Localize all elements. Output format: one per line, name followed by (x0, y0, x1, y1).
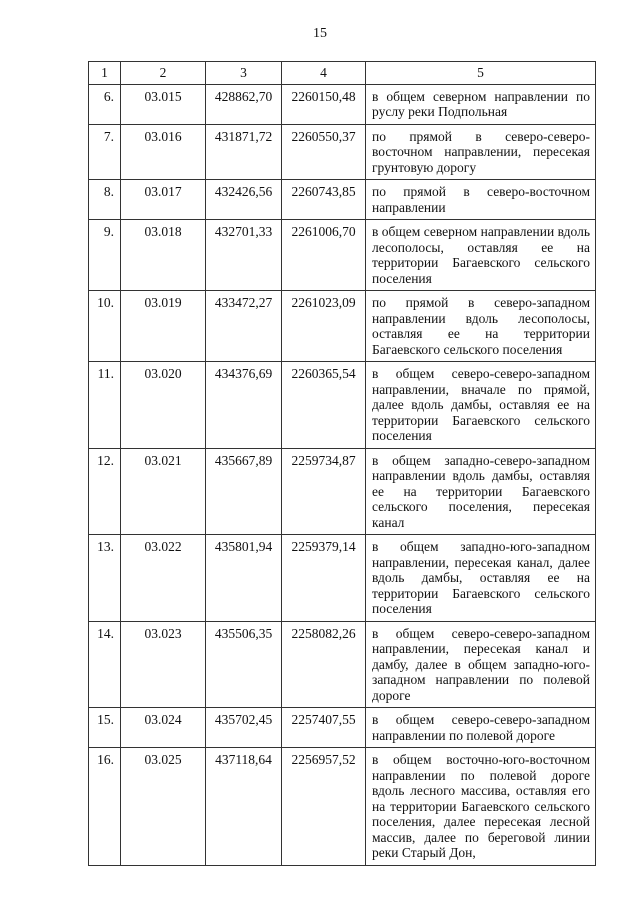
boundary-description: в общем западно-северо-западном направлении вдоль дамбы, оставляя ее на территории Багаевского сельского поселения, пересекая канал (366, 448, 596, 535)
coordinate-y: 2259734,87 (282, 448, 366, 535)
boundary-table (88, 61, 596, 866)
boundary-description: по прямой в северо-восточном направлении (366, 180, 596, 220)
point-code: 03.025 (121, 748, 206, 866)
coordinate-y: 2256957,52 (282, 748, 366, 866)
table-header-row (89, 62, 596, 85)
table-row (89, 220, 596, 291)
column-header: 5 (366, 62, 596, 85)
boundary-description: в общем северо-северо-западном направлении, вначале по прямой, далее вдоль дамбы, оставляя ее на территории Багаевского сельского поселения (366, 362, 596, 449)
coordinate-y: 2257407,55 (282, 708, 366, 748)
point-code: 03.016 (121, 124, 206, 180)
coordinate-x: 433472,27 (206, 291, 282, 362)
row-number: 14. (89, 621, 121, 708)
coordinate-x: 431871,72 (206, 124, 282, 180)
coordinate-y: 2261006,70 (282, 220, 366, 291)
row-number: 12. (89, 448, 121, 535)
coordinate-y: 2260150,48 (282, 84, 366, 124)
boundary-description: в общем северном направлении по руслу реки Подпольная (366, 84, 596, 124)
table-row (89, 448, 596, 535)
coordinate-x: 428862,70 (206, 84, 282, 124)
coordinate-x: 432701,33 (206, 220, 282, 291)
row-number: 10. (89, 291, 121, 362)
coordinate-x: 434376,69 (206, 362, 282, 449)
coordinate-y: 2261023,09 (282, 291, 366, 362)
table-row (89, 621, 596, 708)
table-row (89, 180, 596, 220)
row-number: 13. (89, 535, 121, 622)
point-code: 03.023 (121, 621, 206, 708)
table-row (89, 362, 596, 449)
point-code: 03.019 (121, 291, 206, 362)
coordinate-x: 435506,35 (206, 621, 282, 708)
coordinate-x: 437118,64 (206, 748, 282, 866)
coordinate-x: 432426,56 (206, 180, 282, 220)
coordinate-x: 435801,94 (206, 535, 282, 622)
table-row (89, 708, 596, 748)
coordinate-x: 435702,45 (206, 708, 282, 748)
row-number: 15. (89, 708, 121, 748)
table-row (89, 124, 596, 180)
boundary-description: по прямой в северо-северо-восточном направлении, пересекая грунтовую дорогу (366, 124, 596, 180)
table-row (89, 84, 596, 124)
coordinate-y: 2259379,14 (282, 535, 366, 622)
table-row (89, 535, 596, 622)
row-number: 11. (89, 362, 121, 449)
row-number: 6. (89, 84, 121, 124)
point-code: 03.020 (121, 362, 206, 449)
point-code: 03.017 (121, 180, 206, 220)
point-code: 03.021 (121, 448, 206, 535)
coordinate-x: 435667,89 (206, 448, 282, 535)
page-number: 15 (313, 26, 327, 41)
coordinate-y: 2260743,85 (282, 180, 366, 220)
column-header: 2 (121, 62, 206, 85)
coordinate-y: 2258082,26 (282, 621, 366, 708)
boundary-description: в общем северном направлении вдоль лесополосы, оставляя ее на территории Багаевского сельского поселения (366, 220, 596, 291)
row-number: 16. (89, 748, 121, 866)
table-row (89, 291, 596, 362)
column-header: 3 (206, 62, 282, 85)
boundary-description: в общем северо-северо-западном направлении, пересекая канал и дамбу, далее в общем западно-юго-западном направлении по полевой дороге (366, 621, 596, 708)
point-code: 03.022 (121, 535, 206, 622)
coordinate-y: 2260365,54 (282, 362, 366, 449)
point-code: 03.018 (121, 220, 206, 291)
row-number: 7. (89, 124, 121, 180)
row-number: 9. (89, 220, 121, 291)
point-code: 03.024 (121, 708, 206, 748)
column-header: 1 (89, 62, 121, 85)
coordinate-y: 2260550,37 (282, 124, 366, 180)
row-number: 8. (89, 180, 121, 220)
boundary-description: по прямой в северо-западном направлении вдоль лесополосы, оставляя ее на территории Багаевского сельского поселения (366, 291, 596, 362)
boundary-description: в общем западно-юго-западном направлении, пересекая канал, далее вдоль дамбы, оставляя ее на территории Багаевского сельского поселения (366, 535, 596, 622)
column-header: 4 (282, 62, 366, 85)
point-code: 03.015 (121, 84, 206, 124)
table-row (89, 748, 596, 866)
boundary-description: в общем восточно-юго-восточном направлении по полевой дороге вдоль лесного массива, оставляя его на территории Багаевского сельского поселения, далее пересекая лесной массив, далее по береговой линии реки Старый Дон, (366, 748, 596, 866)
boundary-description: в общем северо-северо-западном направлении по полевой дороге (366, 708, 596, 748)
